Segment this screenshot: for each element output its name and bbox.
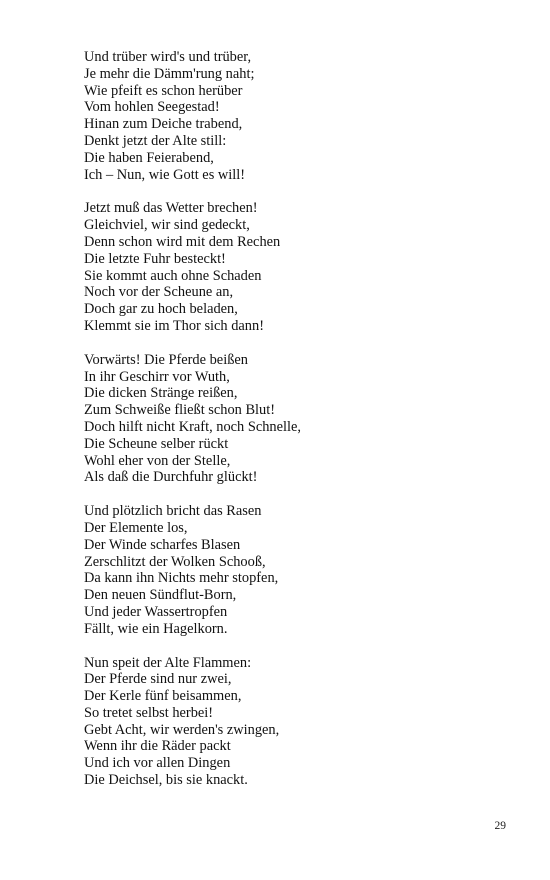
poem-line: Die Scheune selber rückt <box>84 435 229 452</box>
poem-line: Sie kommt auch ohne Schaden <box>84 267 262 284</box>
poem-line: Gleichviel, wir sind gedeckt, <box>84 217 250 234</box>
stanza-3 <box>84 352 504 486</box>
poem-line: Und trüber wird's und trüber, <box>84 49 252 65</box>
poem-line: Jetzt muß das Wetter brechen! <box>84 200 258 217</box>
poem-line: Als daß die Durchfuhr glückt! <box>84 469 258 486</box>
poem-line: Nun speit der Alte Flammen: <box>84 654 252 671</box>
poem-line: Zum Schweiße fließt schon Blut! <box>84 402 276 419</box>
poem-line: Wohl eher von der Stelle, <box>84 452 231 469</box>
stanza-4 <box>84 503 504 637</box>
poem-line: Ich – Nun, wie Gott es will! <box>84 166 246 183</box>
poem-line: Denn schon wird mit dem Rechen <box>84 233 281 250</box>
poem-line: Klemmt sie im Thor sich dann! <box>84 317 264 334</box>
poem-line: Der Kerle fünf beisammen, <box>84 688 242 705</box>
poem-line: Hinan zum Deiche trabend, <box>84 116 243 133</box>
page-number: 29 <box>494 820 506 832</box>
poem-line: Fällt, wie ein Hagelkorn. <box>84 620 228 637</box>
poem-line: Je mehr die Dämm'rung naht; <box>84 65 255 82</box>
poem-line: In ihr Geschirr vor Wuth, <box>84 368 230 385</box>
poem-line: Die Deichsel, bis sie knackt. <box>84 772 248 789</box>
poem-line: Und ich vor allen Dingen <box>84 755 231 772</box>
poem-line: Vorwärts! Die Pferde beißen <box>84 351 248 368</box>
poem-line: Die dicken Stränge reißen, <box>84 385 238 402</box>
poem-line: Wenn ihr die Räder packt <box>84 738 231 755</box>
poem-line: Gebt Acht, wir werden's zwingen, <box>84 721 280 738</box>
poem-line: Noch vor der Scheune an, <box>84 284 234 301</box>
poem-line: Zerschlitzt der Wolken Schooß, <box>84 553 266 570</box>
poem-line: Der Elemente los, <box>84 519 188 536</box>
poem-line: Doch gar zu hoch beladen, <box>84 301 238 318</box>
poem-line: Vom hohlen Seegestad! <box>84 99 220 116</box>
poem-line: Doch hilft nicht Kraft, noch Schnelle, <box>84 418 301 435</box>
poem-line: Den neuen Sündflut-Born, <box>84 587 237 604</box>
poem-line: Die haben Feierabend, <box>84 149 214 166</box>
stanza-1 <box>84 49 504 183</box>
poem-text <box>84 49 504 806</box>
poem-line: Und plötzlich bricht das Rasen <box>84 503 262 520</box>
poem-line: Denkt jetzt der Alte still: <box>84 132 227 149</box>
poem-line: Da kann ihn Nichts mehr stopfen, <box>84 570 279 587</box>
poem-line: Der Winde scharfes Blasen <box>84 536 241 553</box>
stanza-2 <box>84 200 504 334</box>
stanza-5 <box>84 655 504 789</box>
poem-line: Die letzte Fuhr besteckt! <box>84 250 226 267</box>
poem-line: Wie pfeift es schon herüber <box>84 82 243 99</box>
poem-line: So tretet selbst herbei! <box>84 704 214 721</box>
poem-line: Der Pferde sind nur zwei, <box>84 671 232 688</box>
poem-line: Und jeder Wassertropfen <box>84 603 228 620</box>
